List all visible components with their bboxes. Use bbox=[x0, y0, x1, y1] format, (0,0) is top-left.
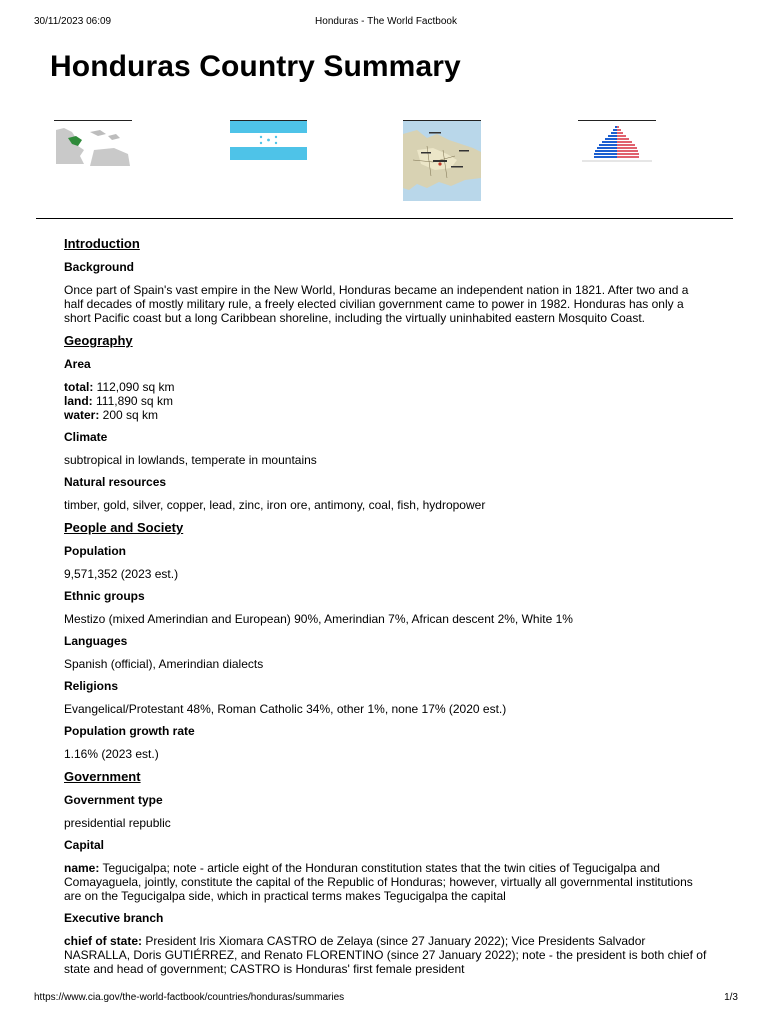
section-title-people-and-society: People and Society bbox=[64, 520, 184, 535]
area-water-key: water: bbox=[64, 408, 100, 422]
country-map-image[interactable] bbox=[403, 120, 481, 201]
print-header bbox=[34, 16, 738, 30]
section-title-geography: Geography bbox=[64, 333, 133, 348]
area-land bbox=[64, 394, 710, 408]
area-land-key: land: bbox=[64, 394, 93, 408]
area-water bbox=[64, 408, 710, 422]
field-title-area: Area bbox=[64, 357, 91, 371]
section-title-government: Government bbox=[64, 769, 141, 784]
area-total bbox=[64, 380, 710, 394]
field-text-chief-of-state bbox=[64, 934, 710, 976]
capital-value: Tegucigalpa; note - article eight of the Honduran constitution states that the twin cities of Tegucigalpa and Comayaguela, jointly, constitute the capital of the Republic of Honduras; however, virtually all governmental institutions are on the Tegucigalpa side, which in practical terms makes Tegucigalpa the capital bbox=[64, 861, 693, 903]
field-text-population: 9,571,352 (2023 est.) bbox=[64, 567, 179, 581]
field-text-population-growth-rate: 1.16% (2023 est.) bbox=[64, 747, 159, 761]
field-text-government-type: presidential republic bbox=[64, 816, 171, 830]
summary-content bbox=[64, 236, 710, 984]
field-text-capital bbox=[64, 861, 710, 903]
section-title-introduction: Introduction bbox=[64, 236, 140, 251]
page-number: 1/3 bbox=[724, 992, 738, 1003]
area-values bbox=[64, 380, 710, 422]
field-text-religions: Evangelical/Protestant 48%, Roman Catholic 34%, other 1%, none 17% (2020 est.) bbox=[64, 702, 507, 716]
field-title-population: Population bbox=[64, 544, 126, 558]
field-title-ethnic-groups: Ethnic groups bbox=[64, 589, 145, 603]
print-footer bbox=[34, 992, 738, 1006]
field-title-capital: Capital bbox=[64, 838, 105, 852]
field-title-languages: Languages bbox=[64, 634, 128, 648]
capital-key: name: bbox=[64, 861, 100, 875]
field-text-background: Once part of Spain's vast empire in the New World, Honduras became an independent nation in 1821. After two and a half decades of mostly military rule, a freely elected civilian government came to power in 1982. Honduras has only a short Pacific coast but a long Caribbean shoreline, including the virtually uninhabited eastern Mosquito Coast. bbox=[64, 283, 689, 325]
print-datetime: 30/11/2023 06:09 bbox=[34, 16, 112, 27]
population-pyramid-image[interactable] bbox=[578, 120, 656, 166]
print-title: Honduras - The World Factbook bbox=[315, 16, 457, 27]
field-title-government-type: Government type bbox=[64, 793, 163, 807]
field-title-climate: Climate bbox=[64, 430, 108, 444]
print-url[interactable]: https://www.cia.gov/the-world-factbook/countries/honduras/summaries bbox=[34, 992, 345, 1003]
field-title-executive-branch: Executive branch bbox=[64, 911, 164, 925]
flag-image[interactable] bbox=[230, 120, 307, 160]
field-title-natural-resources: Natural resources bbox=[64, 475, 167, 489]
field-text-natural-resources: timber, gold, silver, copper, lead, zinc, iron ore, antimony, coal, fish, hydropower bbox=[64, 498, 486, 512]
image-strip bbox=[0, 120, 768, 204]
field-text-ethnic-groups: Mestizo (mixed Amerindian and European) 90%, Amerindian 7%, African descent 2%, White 1% bbox=[64, 612, 573, 626]
area-water-value: 200 sq km bbox=[99, 408, 159, 422]
page-title: Honduras Country Summary bbox=[50, 50, 461, 83]
field-title-background: Background bbox=[64, 260, 135, 274]
field-text-climate: subtropical in lowlands, temperate in mountains bbox=[64, 453, 317, 467]
area-land-value: 111,890 sq km bbox=[92, 394, 173, 408]
chief-of-state-value: President Iris Xiomara CASTRO de Zelaya (since 27 January 2022); Vice Presidents Salvador NASRALLA, Doris GUTIÉRREZ, and Renato FLORENTINO (since 27 January 2022); note - the president is both chief of state and head of government; CASTRO is Honduras' first female president bbox=[64, 934, 707, 976]
area-total-key: total: bbox=[64, 380, 94, 394]
field-title-religions: Religions bbox=[64, 679, 119, 693]
locator-map-image[interactable] bbox=[54, 120, 132, 168]
chief-of-state-key: chief of state: bbox=[64, 934, 143, 948]
field-title-population-growth-rate: Population growth rate bbox=[64, 724, 195, 738]
field-text-languages: Spanish (official), Amerindian dialects bbox=[64, 657, 264, 671]
header-divider bbox=[36, 218, 733, 219]
area-total-value: 112,090 sq km bbox=[93, 380, 175, 394]
